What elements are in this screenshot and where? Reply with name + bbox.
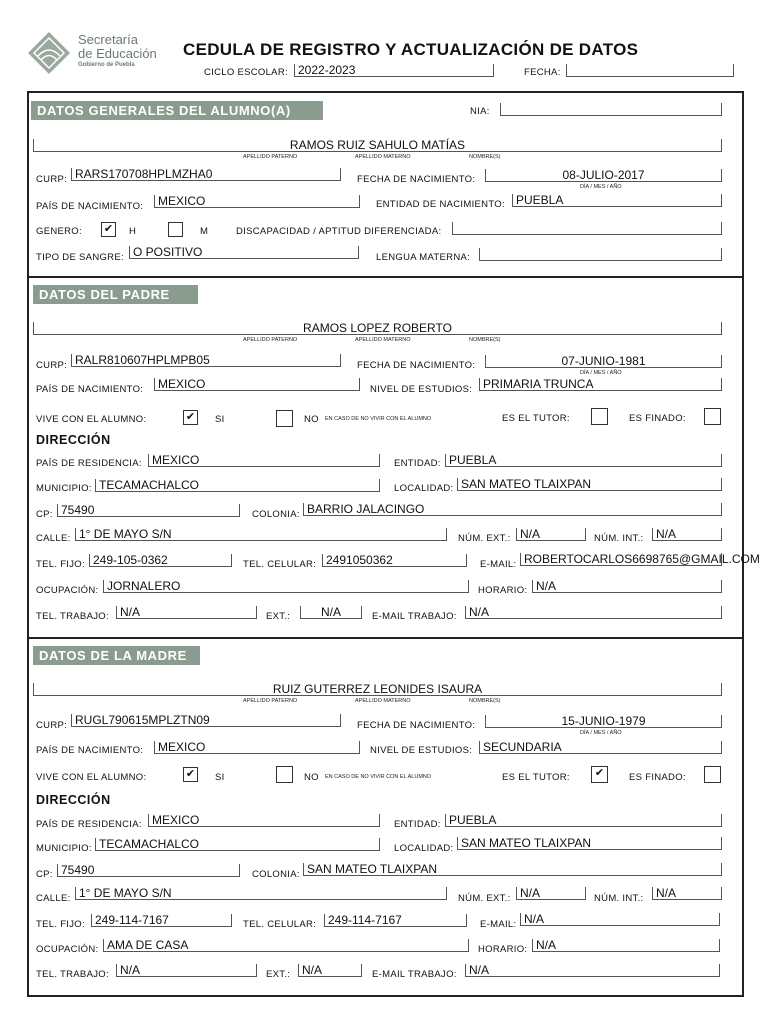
padre-finado-label: ES FINADO: [629, 413, 686, 424]
madre-no-label: NO [304, 772, 319, 783]
entidad-nac-label: ENTIDAD DE NACIMIENTO: [376, 199, 505, 210]
padre-finado-checkbox[interactable] [704, 408, 721, 425]
madre-fnac-hint: DÍA / MES / AÑO [580, 730, 622, 736]
genero-h-label: H [129, 226, 137, 237]
padre-colonia-label: COLONIA: [252, 509, 300, 520]
nia-field[interactable] [500, 103, 722, 116]
padre-pais-field[interactable]: MEXICO [154, 378, 360, 391]
madre-colonia-label: COLONIA: [252, 869, 300, 880]
alumno-nombre-field[interactable]: RAMOS RUIZ SAHULO MATÍAS [33, 139, 722, 152]
padre-vive-si-checkbox[interactable]: ✔ [183, 410, 198, 425]
madre-ocupacion-label: OCUPACIÓN: [36, 944, 99, 955]
madre-estudios-field[interactable]: SECUNDARIA [479, 741, 722, 754]
padre-emailtrabajo-field[interactable]: N/A [465, 606, 722, 619]
padre-tutor-label: ES EL TUTOR: [502, 413, 570, 424]
curp-label: CURP: [36, 174, 68, 185]
padre-numint-label: NÚM. INT.: [594, 533, 644, 544]
logo-line3: Gobierno de Puebla [78, 62, 135, 68]
padre-localidad-label: LOCALIDAD: [394, 483, 454, 494]
padre-nombre-field[interactable]: RAMOS LOPEZ ROBERTO [33, 322, 722, 335]
page-title: CEDULA DE REGISTRO Y ACTUALIZACIÓN DE DATOS [183, 40, 639, 59]
padre-hint-nombre: NOMBRE(S) [469, 337, 501, 343]
padre-emailtrabajo-label: E-MAIL TRABAJO: [372, 611, 457, 622]
logo-line2: de Educación [78, 46, 157, 61]
madre-horario-label: HORARIO: [478, 944, 528, 955]
padre-telcel-label: TEL. CELULAR: [243, 559, 317, 570]
sangre-label: TIPO DE SANGRE: [36, 252, 124, 263]
padre-estudios-label: NIVEL DE ESTUDIOS: [370, 384, 473, 395]
padre-entidad-field[interactable]: PUEBLA [445, 454, 722, 467]
padre-numext-field[interactable]: N/A [516, 528, 586, 541]
padre-ext-field[interactable]: N/A [300, 606, 362, 619]
madre-curp-label: CURP: [36, 720, 68, 731]
padre-calle-field[interactable]: 1° DE MAYO S/N [75, 528, 447, 541]
padre-curp-field[interactable]: RALR810607HPLMPB05 [71, 354, 341, 367]
madre-pais-field[interactable]: MEXICO [154, 741, 360, 754]
madre-vive-label: VIVE CON EL ALUMNO: [36, 772, 147, 783]
padre-horario-field[interactable]: N/A [532, 580, 722, 593]
padre-cp-field[interactable]: 75490 [57, 504, 240, 517]
discapacidad-label: DISCAPACIDAD / APTITUD DIFERENCIADA: [236, 226, 442, 237]
madre-si-label: SI [215, 772, 225, 783]
madre-colonia-field[interactable]: SAN MATEO TLAIXPAN [303, 863, 722, 876]
curp-field[interactable]: RARS170708HPLMZHA0 [71, 168, 341, 181]
madre-vive-no-checkbox[interactable] [276, 766, 293, 783]
madre-direccion-heading: DIRECCIÓN [36, 793, 111, 807]
padre-hint-paterno: APELLIDO PATERNO [243, 337, 298, 343]
madre-no-hint: EN CASO DE NO VIVIR CON EL ALUMNO [325, 774, 432, 780]
padre-numext-label: NÚM. EXT.: [458, 533, 511, 544]
padre-teltrabajo-field[interactable]: N/A [116, 606, 257, 619]
ciclo-field[interactable]: 2022-2023 [294, 64, 494, 77]
madre-localidad-label: LOCALIDAD: [394, 843, 454, 854]
fnac-hint: DÍA / MES / AÑO [580, 184, 622, 190]
discapacidad-field[interactable] [452, 222, 722, 235]
pais-field[interactable]: MEXICO [154, 195, 360, 208]
madre-fnac-label: FECHA DE NACIMIENTO: [357, 720, 476, 731]
padre-fnac-hint: DÍA / MES / AÑO [580, 370, 622, 376]
madre-entidad-label: ENTIDAD: [394, 819, 441, 830]
madre-telcel-field[interactable]: 249-114-7167 [324, 914, 467, 927]
madre-ext-label: EXT.: [266, 969, 291, 980]
madre-numint-field[interactable]: N/A [652, 887, 722, 900]
madre-cp-field[interactable]: 75490 [57, 864, 240, 877]
madre-numext-field[interactable]: N/A [516, 887, 586, 900]
madre-horario-field[interactable]: N/A [532, 939, 720, 952]
madre-teltrabajo-field[interactable]: N/A [116, 964, 257, 977]
lengua-label: LENGUA MATERNA: [376, 252, 471, 263]
sep-logo-icon [26, 30, 72, 76]
padre-cp-label: CP: [36, 509, 53, 520]
madre-heading: DATOS DE LA MADRE [33, 646, 200, 665]
padre-tutor-checkbox[interactable] [591, 408, 608, 425]
padre-telfijo-field[interactable]: 249-105-0362 [89, 554, 232, 567]
fecha-field[interactable] [566, 64, 734, 77]
madre-emailtrabajo-label: E-MAIL TRABAJO: [372, 969, 457, 980]
madre-email-label: E-MAIL: [480, 919, 517, 930]
hint-paterno: APELLIDO PATERNO [243, 154, 298, 160]
madre-hint-materno: APELLIDO MATERNO [355, 698, 411, 704]
padre-horario-label: HORARIO: [478, 585, 528, 596]
fnac-label: FECHA DE NACIMIENTO: [357, 174, 476, 185]
madre-finado-checkbox[interactable] [704, 766, 721, 783]
padre-ocupacion-label: OCUPACIÓN: [36, 585, 99, 596]
sangre-field[interactable]: O POSITIVO [129, 246, 359, 259]
padre-municipio-field[interactable]: TECAMACHALCO [95, 479, 380, 492]
fecha-label: FECHA: [524, 67, 561, 78]
genero-label: GENERO: [36, 226, 82, 237]
padre-colonia-field[interactable]: BARRIO JALACINGO [303, 503, 722, 516]
madre-tutor-checkbox[interactable]: ✔ [591, 766, 608, 783]
padre-heading: DATOS DEL PADRE [33, 285, 198, 304]
madre-telfijo-field[interactable]: 249-114-7167 [91, 914, 232, 927]
hint-nombre: NOMBRE(S) [469, 154, 501, 160]
padre-telcel-field[interactable]: 2491050362 [322, 554, 467, 567]
madre-tutor-label: ES EL TUTOR: [502, 772, 570, 783]
madre-pais-label: PAÍS DE NACIMIENTO: [36, 745, 144, 756]
madre-calle-label: CALLE: [36, 893, 71, 904]
madre-numext-label: NÚM. EXT.: [458, 893, 511, 904]
logo [26, 30, 158, 76]
madre-nombre-field[interactable]: RUIZ GUTERREZ LEONIDES ISAURA [33, 683, 722, 696]
padre-numint-field[interactable]: N/A [652, 528, 722, 541]
madre-hint-nombre: NOMBRE(S) [469, 698, 501, 704]
madre-localidad-field[interactable]: SAN MATEO TLAIXPAN [457, 837, 722, 850]
padre-calle-label: CALLE: [36, 533, 71, 544]
madre-ext-field[interactable]: N/A [298, 964, 362, 977]
madre-residencia-field[interactable]: MEXICO [148, 814, 380, 827]
padre-fnac-field[interactable]: 07-JUNIO-1981 [485, 355, 722, 368]
madre-emailtrabajo-field[interactable]: N/A [465, 964, 720, 977]
padre-ext-label: EXT.: [266, 611, 291, 622]
madre-entidad-field[interactable]: PUEBLA [445, 814, 722, 827]
ciclo-label: CICLO ESCOLAR: [204, 67, 288, 78]
genero-m-label: M [200, 226, 209, 237]
padre-no-hint: EN CASO DE NO VIVIR CON EL ALUMNO [325, 416, 432, 422]
padre-no-label: NO [304, 414, 319, 425]
padre-pais-label: PAÍS DE NACIMIENTO: [36, 384, 144, 395]
madre-calle-field[interactable]: 1° DE MAYO S/N [75, 887, 447, 900]
padre-teltrabajo-label: TEL. TRABAJO: [36, 611, 109, 622]
madre-municipio-label: MUNICIPIO: [36, 843, 92, 854]
entidad-nac-field[interactable]: PUEBLA [512, 194, 722, 207]
madre-ocupacion-field[interactable]: AMA DE CASA [103, 939, 469, 952]
genero-h-checkbox[interactable]: ✔ [101, 222, 116, 237]
madre-numint-label: NÚM. INT.: [594, 893, 644, 904]
padre-residencia-field[interactable]: MEXICO [148, 454, 380, 467]
lengua-field[interactable] [479, 248, 722, 261]
padre-vive-label: VIVE CON EL ALUMNO: [36, 414, 147, 425]
madre-teltrabajo-label: TEL. TRABAJO: [36, 969, 109, 980]
madre-curp-field[interactable]: RUGL790615MPLZTN09 [71, 714, 341, 727]
fnac-field[interactable]: 08-JULIO-2017 [485, 169, 722, 182]
logo-line1: Secretaría [78, 32, 138, 47]
madre-cp-label: CP: [36, 869, 53, 880]
padre-vive-no-checkbox[interactable] [276, 410, 293, 427]
padre-curp-label: CURP: [36, 360, 68, 371]
padre-si-label: SI [215, 414, 225, 425]
madre-hint-paterno: APELLIDO PATERNO [243, 698, 298, 704]
genero-m-checkbox[interactable] [168, 222, 183, 237]
madre-estudios-label: NIVEL DE ESTUDIOS: [370, 745, 473, 756]
madre-telfijo-label: TEL. FIJO: [36, 919, 85, 930]
padre-email-field[interactable]: ROBERTOCARLOS6698765@GMAIL.COM [520, 553, 722, 566]
alumno-heading: DATOS GENERALES DEL ALUMNO(A) [31, 101, 323, 120]
padre-direccion-heading: DIRECCIÓN [36, 433, 111, 447]
hint-materno: APELLIDO MATERNO [355, 154, 411, 160]
madre-telcel-label: TEL. CELULAR: [243, 919, 317, 930]
padre-entidad-label: ENTIDAD: [394, 458, 441, 469]
madre-vive-si-checkbox[interactable]: ✔ [183, 767, 198, 782]
padre-localidad-field[interactable]: SAN MATEO TLAIXPAN [457, 478, 722, 491]
padre-ocupacion-field[interactable]: JORNALERO [103, 580, 469, 593]
padre-estudios-field[interactable]: PRIMARIA TRUNCA [479, 378, 722, 391]
padre-hint-materno: APELLIDO MATERNO [355, 337, 411, 343]
padre-municipio-label: MUNICIPIO: [36, 483, 92, 494]
madre-email-field[interactable]: N/A [520, 913, 720, 926]
padre-telfijo-label: TEL. FIJO: [36, 559, 85, 570]
padre-fnac-label: FECHA DE NACIMIENTO: [357, 360, 476, 371]
nia-label: NIA: [470, 106, 490, 117]
madre-fnac-field[interactable]: 15-JUNIO-1979 [485, 715, 722, 728]
pais-label: PAÍS DE NACIMIENTO: [36, 201, 144, 212]
madre-municipio-field[interactable]: TECAMACHALCO [95, 838, 380, 851]
madre-residencia-label: PAÍS DE RESIDENCIA: [36, 819, 142, 830]
padre-residencia-label: PAÍS DE RESIDENCIA: [36, 458, 142, 469]
padre-email-label: E-MAIL: [480, 559, 517, 570]
madre-finado-label: ES FINADO: [629, 772, 686, 783]
